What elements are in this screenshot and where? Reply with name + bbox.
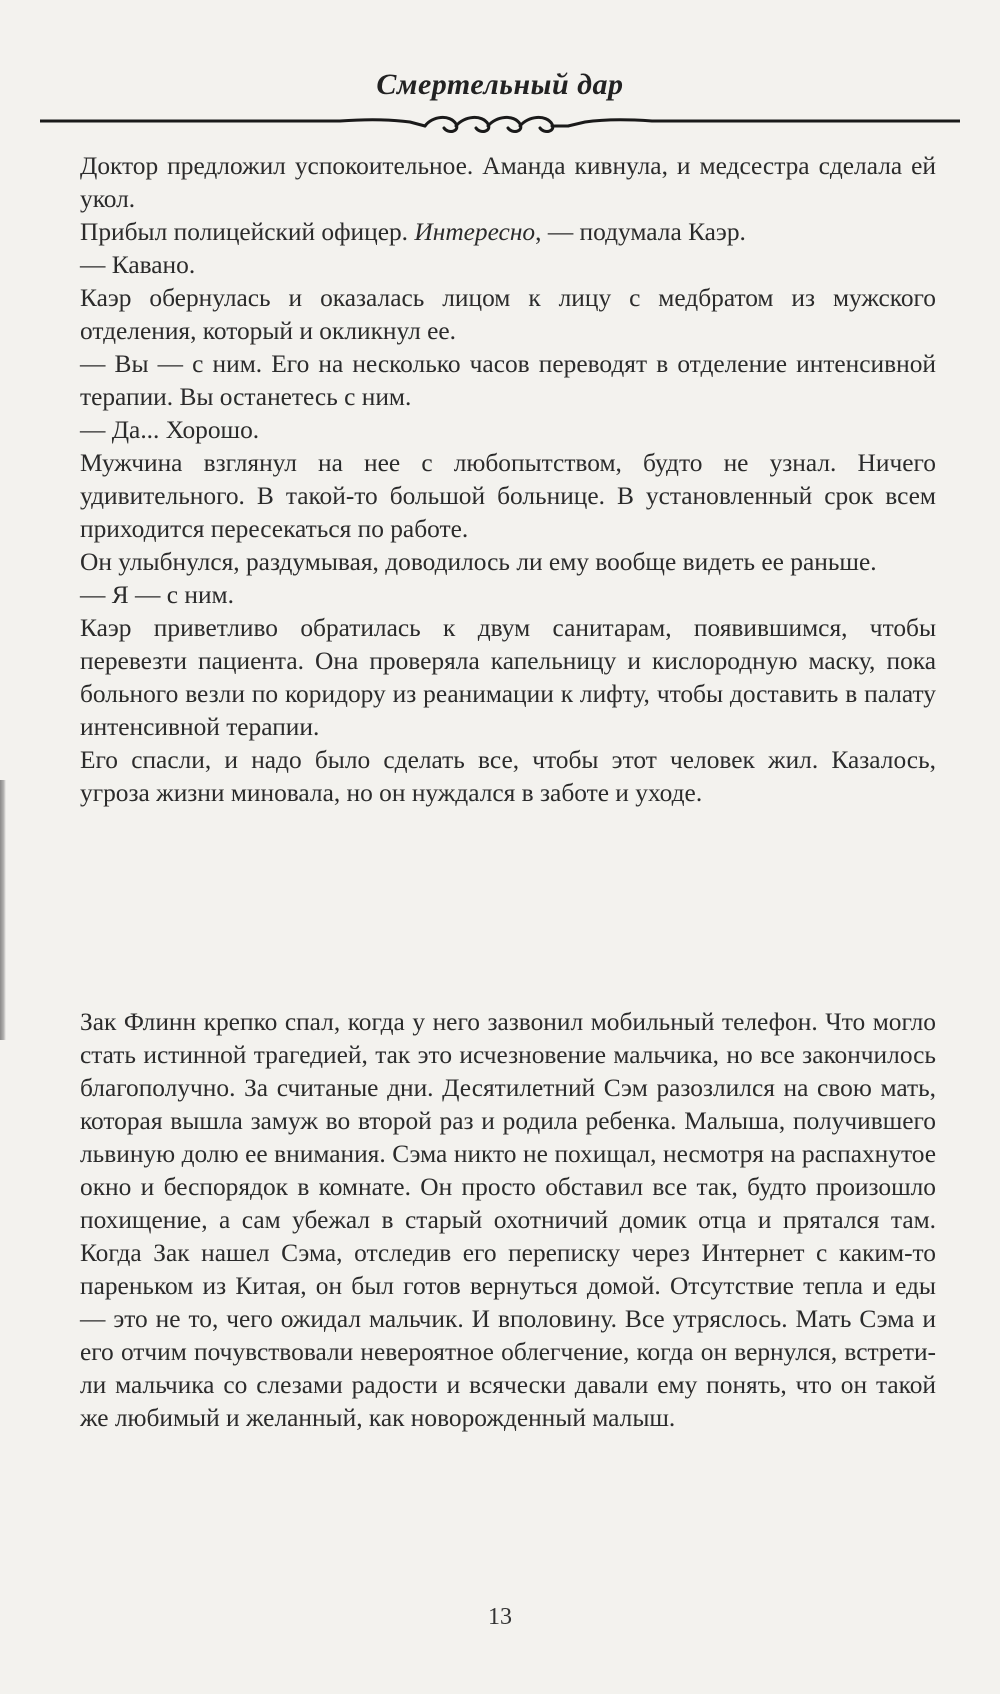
header-ornament-rule xyxy=(40,112,960,142)
paragraph xyxy=(80,150,936,216)
paragraph-text: — Да... Хорошо. xyxy=(80,416,260,444)
paragraph-text: — Кавано. xyxy=(80,251,196,279)
paragraph xyxy=(80,282,936,348)
paragraph-text: Прибыл полицейский офицер. xyxy=(80,218,415,246)
paragraph xyxy=(80,546,936,579)
paragraph-text: — Я — с ним. xyxy=(80,581,234,609)
paragraph xyxy=(80,348,936,414)
text-section-1 xyxy=(80,150,936,810)
paragraph xyxy=(80,216,936,249)
paragraph xyxy=(80,612,936,744)
paragraph: Зак Флинн крепко спал, когда у него зазвонил мобильный телефон. Что могло стать истинной трагедией, так это исчезновение мальчика, но все закончилось благополучно. За считаные дни. Десятилетний Сэм разозлился на свою мать, которая вышла замуж во второй раз и родила ребенка. Малыша, получившего львиную долю ее внимания. Сэма никто не похищал, несмотря на распахнутое окно и беспорядок в комнате. Он просто обставил все так, будто произошло похищение, а сам убежал в старый охотничий домик отца и прятался там. Когда Зак нашел Сэма, отследив его переписку через Интернет с каким-то пареньком из Китая, он был готов вернуться домой. Отсутствие тепла и еды — это не то, чего ожидал мальчик. И вполовину. Все утряслось. Мать Сэма и его отчим почувствовали невероятное облегчение, когда он вернулся, встретили мальчика со слезами радости и всячески давали ему понять, что он такой же любимый и желанный, как новорожденный малыш. xyxy=(80,1008,936,1432)
paragraph-text: Его спасли, и надо было сделать все, чтобы этот человек жил. Казалось, угроза жизни миновала, но он нуждался в заботе и уходе. xyxy=(80,746,936,807)
paragraph xyxy=(80,579,936,612)
paragraph-text: , — подумала Каэр. xyxy=(535,218,746,246)
text-section-2 xyxy=(80,1006,936,1435)
emphasis-text: Интересно xyxy=(414,218,536,246)
paragraph-text: — Вы — с ним. Его на несколько часов переводят в отделение интенсивной терапии. Вы останетесь с ним. xyxy=(80,350,936,411)
page-edge-shadow xyxy=(0,780,6,1040)
flourish-ornament xyxy=(340,117,652,131)
paragraph-text: Он улыбнулся, раздумывая, доводилось ли ему вообще видеть ее раньше. xyxy=(80,548,877,576)
paragraph xyxy=(80,744,936,810)
paragraph-text: Доктор предложил успокоительное. Аманда кивнула, и медсестра сделала ей укол. xyxy=(80,152,936,213)
paragraph-text: Мужчина взглянул на нее с любопытством, будто не узнал. Ничего удивительного. В такой-то большой больнице. В установленный срок всем приходится пересекаться по работе. xyxy=(80,449,936,543)
page-number: 13 xyxy=(488,1604,512,1630)
paragraph xyxy=(80,249,936,282)
paragraph-text: Каэр обернулась и оказалась лицом к лицу с медбратом из мужского отделения, который и окликнул ее. xyxy=(80,284,936,345)
paragraph xyxy=(80,414,936,447)
paragraph-text: Каэр приветливо обратилась к двум санитарам, появившимся, чтобы перевезти пациента. Она проверяла капельницу и кислородную маску, пока больного везли по коридору из реанимации к лифту, чтобы доставить в палату интенсивной терапии. xyxy=(80,614,936,741)
paragraph xyxy=(80,447,936,546)
running-head-title: Смертельный дар xyxy=(376,68,624,101)
